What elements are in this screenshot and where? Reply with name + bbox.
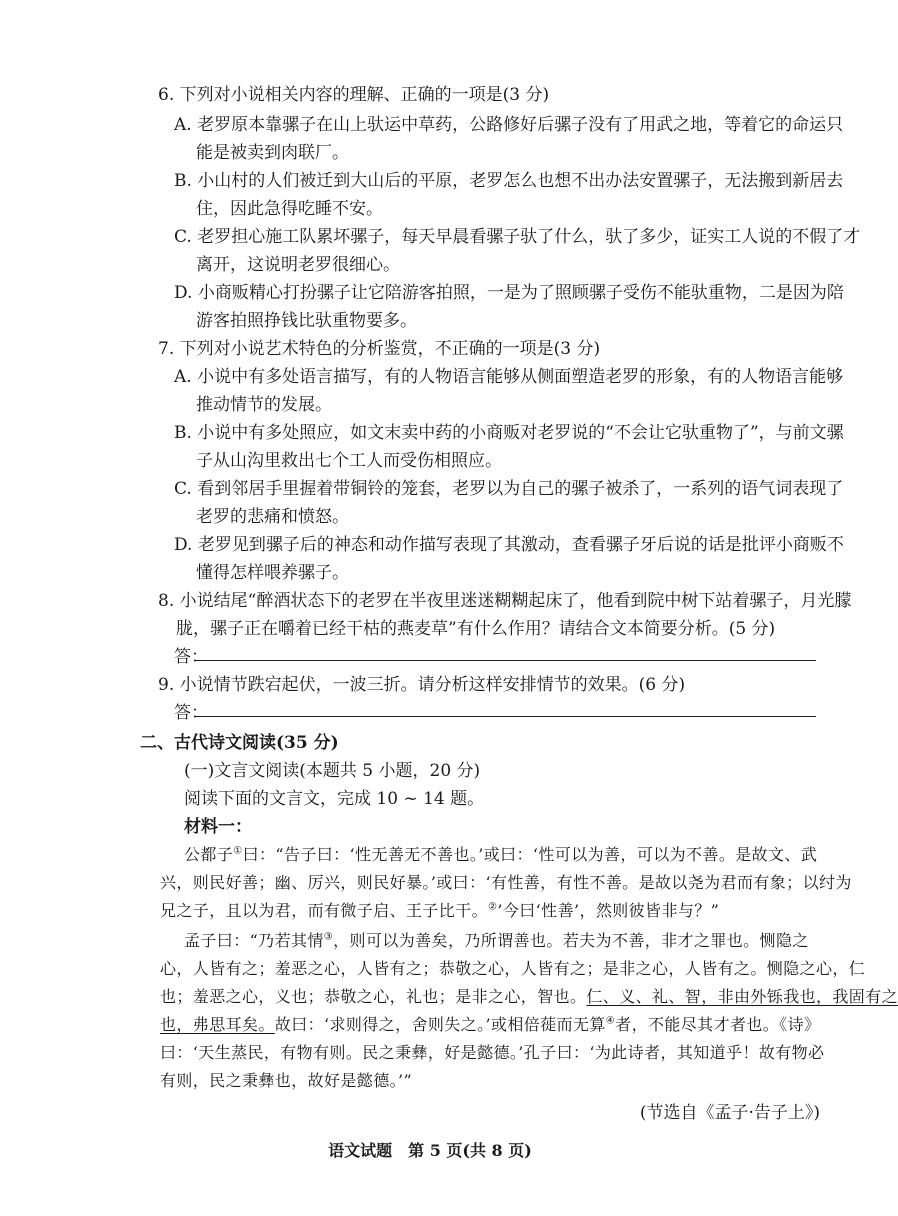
passage-p2-line2: 心，人皆有之；羞恶之心，人皆有之；恭敬之心，人皆有之；是非之心，人皆有之。恻隐之心，仁 (160, 959, 866, 978)
q6-stem: 6. 下列对小说相关内容的理解、正确的一项是(3 分) (158, 85, 550, 105)
underlined-sentence: 仁、义、礼、智，非由外铄我也，我固有之 (586, 987, 898, 1006)
q9-answer-label: 答： (174, 703, 208, 723)
q8-answer-label: 答： (174, 647, 208, 667)
q8-stem-line1: 8. 小说结尾“醉酒状态下的老罗在半夜里迷迷糊糊起床了，他看到院中树下站着骡子，月光朦 (158, 591, 852, 611)
footnote-marker: ① (233, 845, 243, 857)
passage-text: 兄之子，且以为君，而有微子启、王子比干。 (160, 901, 489, 920)
page-footer: 语文试题 第 5 页(共 8 页) (328, 1141, 532, 1160)
q6-option-b-line1: B. 小山村的人们被迁到大山后的平原，老罗怎么也想不出办法安置骡子，无法搬到新居去 (174, 171, 844, 191)
q7-option-a-line2: 推动情节的发展。 (196, 395, 332, 415)
q7-option-b-line2: 子从山沟里救出七个工人而受伤相照应。 (196, 451, 502, 471)
q8-answer-line[interactable] (196, 642, 816, 661)
passage-text: 故曰：‘求则得之，舍则失之。’或相倍蓰而无算 (274, 1015, 606, 1034)
q6-option-c-line2: 离开，这说明老罗很细心。 (196, 255, 400, 275)
passage-text: 孟子曰：“乃若其情 (184, 931, 324, 950)
passage-text: ’今曰‘性善’，然则彼皆非与？” (497, 901, 720, 920)
q6-option-d-line1: D. 小商贩精心打扮骡子让它陪游客拍照，一是为了照顾骡子受伤不能驮重物，二是因为陪 (174, 283, 844, 303)
passage-source: (节选自《孟子·告子上》) (639, 1103, 820, 1123)
footnote-marker: ③ (323, 931, 334, 943)
passage-text: 曰：“告子曰：‘性无善无不善也。’或曰：‘性可以为善，可以为不善。是故文、武 (242, 845, 818, 864)
passage-p1-line2: 兴，则民好善；幽、厉兴，则民好暴。’或曰：‘有性善，有性不善。是故以尧为君而有象；以纣为 (160, 873, 852, 892)
passage-p2-line4 (160, 1012, 820, 1035)
q7-option-c-line2: 老罗的悲痛和愤怒。 (196, 507, 349, 527)
q7-option-d-line1: D. 老罗见到骡子后的神态和动作描写表现了其激动，查看骡子牙后说的话是批评小商贩不 (174, 535, 844, 555)
q7-option-c-line1: C. 看到邻居手里握着带铜铃的笼套，老罗以为自己的骡子被杀了，一系列的语气词表现了 (174, 479, 844, 499)
q7-stem: 7. 下列对小说艺术特色的分析鉴赏，不正确的一项是(3 分) (158, 339, 601, 359)
q9-answer-line[interactable] (196, 698, 816, 717)
q6-option-a-line2: 能是被卖到肉联厂。 (196, 143, 349, 163)
q8-stem-line2: 胧，骡子正在嚼着已经干枯的燕麦草”有什么作用？请结合文本简要分析。(5 分) (176, 619, 776, 639)
material-label: 材料一： (184, 817, 252, 837)
passage-text: 也；羞恶之心，义也；恭敬之心，礼也；是非之心，智也。 (160, 987, 587, 1006)
q6-option-d-line2: 游客拍照挣钱比驮重物要多。 (196, 311, 417, 331)
q7-option-d-line2: 懂得怎样喂养骡子。 (196, 563, 349, 583)
reading-instruction: 阅读下面的文言文，完成 10 ~ 14 题。 (184, 789, 485, 809)
q7-option-a-line1: A. 小说中有多处语言描写，有的人物语言能够从侧面塑造老罗的形象，有的人物语言能够 (174, 367, 844, 387)
q6-option-a-line1: A. 老罗原本靠骡子在山上驮运中草药，公路修好后骡子没有了用武之地，等着它的命运只 (174, 115, 844, 135)
passage-p1-line3 (160, 898, 719, 921)
passage-text: 公都子 (184, 845, 234, 864)
passage-p2-line3 (160, 984, 898, 1007)
passage-p2-line1 (184, 928, 809, 951)
passage-p1-line1 (184, 842, 817, 865)
section-2-part1: (一)文言文阅读(本题共 5 小题，20 分) (184, 761, 481, 781)
passage-p2-line5: 曰：‘天生蒸民，有物有则。民之秉彝，好是懿德。’孔子曰：‘为此诗者，其知道乎！故有物必 (160, 1043, 825, 1062)
q9-stem: 9. 小说情节跌宕起伏，一波三折。请分析这样安排情节的效果。(6 分) (158, 675, 686, 695)
q6-option-b-line2: 住，因此急得吃睡不安。 (196, 199, 383, 219)
footnote-marker: ② (488, 901, 498, 913)
section-2-title: 二、古代诗文阅读(35 分) (140, 733, 339, 753)
passage-text: ，则可以为善矣，乃所谓善也。若夫为不善，非才之罪也。恻隐之 (333, 931, 809, 950)
underlined-sentence: 也，弗思耳矣。 (160, 1015, 275, 1034)
q7-option-b-line1: B. 小说中有多处照应，如文末卖中药的小商贩对老罗说的“不会让它驮重物了”，与前文骡 (174, 423, 844, 443)
passage-text: 者，不能尽其才者也。《诗》 (615, 1015, 821, 1034)
passage-p2-line6: 有则，民之秉彝也，故好是懿德。’” (160, 1071, 413, 1090)
footnote-marker: ④ (605, 1015, 616, 1027)
q6-option-c-line1: C. 老罗担心施工队累坏骡子，每天早晨看骡子驮了什么，驮了多少，证实工人说的不假了才 (174, 227, 861, 247)
